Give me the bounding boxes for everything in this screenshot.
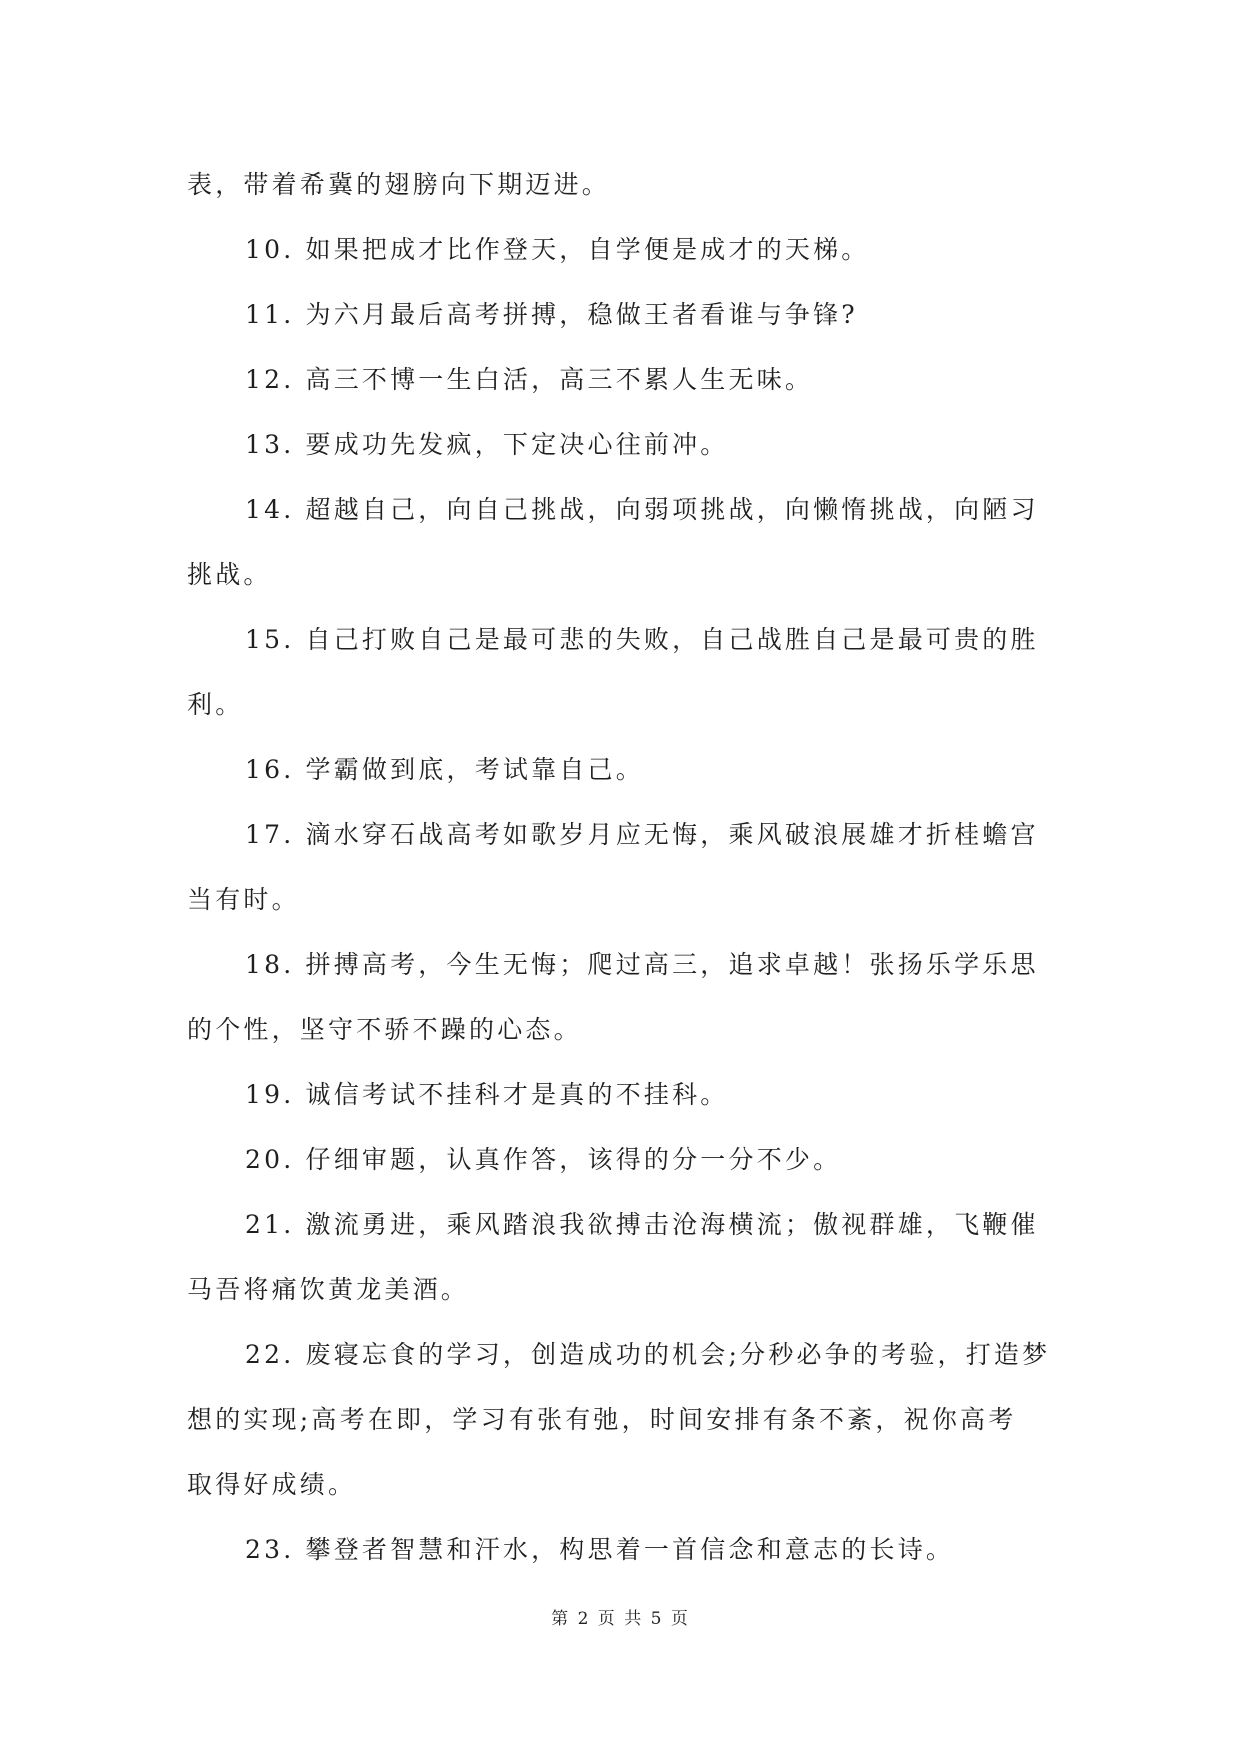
text-line: 的个性，坚守不骄不躁的心态。 <box>187 1015 582 1044</box>
text-line: 13. 要成功先发疯，下定决心往前冲。 <box>245 430 729 459</box>
text-line: 10. 如果把成才比作登天，自学便是成才的天梯。 <box>245 235 870 264</box>
text-line: 表，带着希冀的翅膀向下期迈进。 <box>187 170 611 199</box>
text-line: 12. 高三不博一生白活，高三不累人生无味。 <box>245 365 814 394</box>
text-line: 挑战。 <box>187 560 272 589</box>
page-footer: 第 2 页 共 5 页 <box>551 1609 690 1629</box>
text-line: 22. 废寝忘食的学习，创造成功的机会;分秒必争的考验，打造梦 <box>245 1340 1051 1369</box>
text-line: 21. 激流勇进，乘风踏浪我欲搏击沧海横流；傲视群雄，飞鞭催 <box>245 1210 1039 1239</box>
text-line: 马吾将痛饮黄龙美酒。 <box>187 1275 470 1304</box>
text-line: 11. 为六月最后高考拼搏，稳做王者看谁与争锋? <box>245 300 858 329</box>
text-line: 利。 <box>187 690 244 719</box>
text-line: 15. 自己打败自己是最可悲的失败，自己战胜自己是最可贵的胜 <box>245 625 1039 654</box>
text-line: 取得好成绩。 <box>187 1470 357 1499</box>
text-line: 18. 拼搏高考，今生无悔；爬过高三，追求卓越！张扬乐学乐思 <box>245 950 1039 979</box>
text-line: 20. 仔细审题，认真作答，该得的分一分不少。 <box>245 1145 842 1174</box>
document-body <box>187 152 1059 1582</box>
text-line: 14. 超越自己，向自己挑战，向弱项挑战，向懒惰挑战，向陋习 <box>245 495 1039 524</box>
text-line: 17. 滴水穿石战高考如歌岁月应无悔，乘风破浪展雄才折桂蟾宫 <box>245 820 1039 849</box>
text-line: 16. 学霸做到底，考试靠自己。 <box>245 755 644 784</box>
text-line: 19. 诚信考试不挂科才是真的不挂科。 <box>245 1080 729 1109</box>
text-line: 23. 攀登者智慧和汗水，构思着一首信念和意志的长诗。 <box>245 1535 955 1564</box>
text-line: 当有时。 <box>187 885 300 914</box>
text-line: 想的实现;高考在即，学习有张有弛，时间安排有条不紊，祝你高考 <box>187 1405 1017 1434</box>
